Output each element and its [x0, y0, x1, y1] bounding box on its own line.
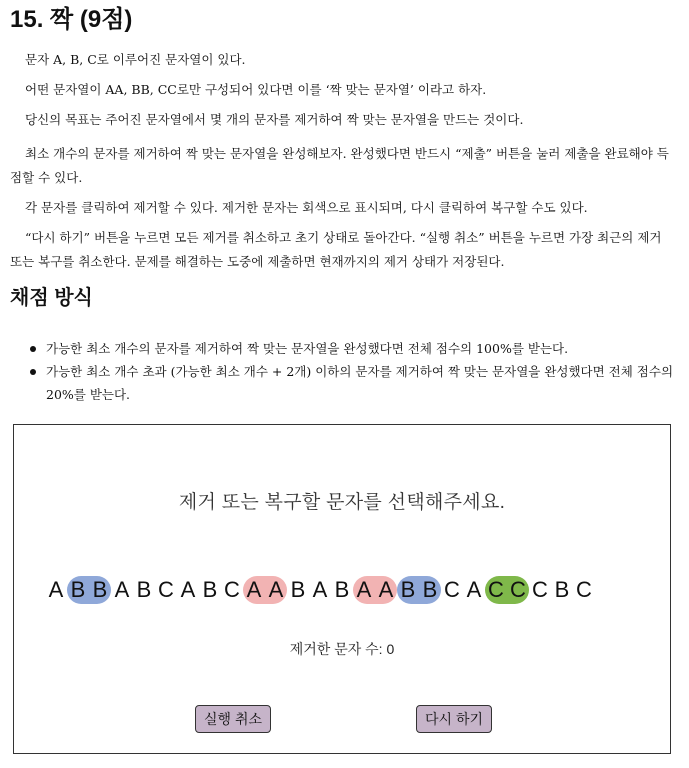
character-22[interactable]: C — [507, 576, 529, 604]
character-10[interactable]: A — [243, 576, 265, 604]
character-11[interactable]: A — [265, 576, 287, 604]
scoring-item-text: 가능한 최소 개수의 문자를 제거하여 짝 맞는 문자열을 완성했다면 전체 점수의 100%를 받는다. — [46, 341, 569, 356]
scoring-criteria-list — [30, 337, 680, 406]
character-2[interactable]: B — [67, 576, 89, 604]
removed-count: 제거한 문자 수: 0 — [289, 641, 395, 657]
problem-paragraph-1: 문자 A, B, C로 이루어진 문자열이 있다. — [25, 52, 246, 67]
scoring-item-text: 가능한 최소 개수 초과 (가능한 최소 개수 + 2개) 이하의 문자를 제거하여 짝 맞는 문자열을 완성했다면 전체 점수의 20%를 받는다. — [46, 364, 674, 402]
problem-paragraph-2: 어떤 문자열이 AA, BB, CC로만 구성되어 있다면 이를 ‘짝 맞는 문자열’ 이라고 하자. — [25, 82, 487, 97]
character-8[interactable]: B — [202, 577, 218, 602]
character-string — [45, 575, 595, 605]
scoring-item-1 — [30, 337, 680, 360]
bullet-icon — [30, 346, 36, 352]
reset-button[interactable]: 다시 하기 — [416, 705, 492, 733]
character-14[interactable]: B — [334, 577, 350, 602]
scoring-item-2 — [30, 360, 680, 406]
character-23[interactable]: C — [532, 577, 548, 602]
problem-paragraph-3: 당신의 목표는 주어진 문자열에서 몇 개의 문자를 제거하여 짝 맞는 문자열을 만드는 것이다. — [25, 112, 524, 127]
character-15[interactable]: A — [353, 576, 375, 604]
character-1[interactable]: A — [48, 577, 64, 602]
problem-paragraph-4: 최소 개수의 문자를 제거하여 짝 맞는 문자열을 완성해보자. 완성했다면 반드시 “제출” 버튼을 눌러 제출을 완료해야 득점할 수 있다. — [10, 146, 669, 185]
character-24[interactable]: B — [554, 577, 570, 602]
problem-title: 15. 짝 (9점) — [10, 6, 133, 33]
character-19[interactable]: C — [444, 577, 460, 602]
character-9[interactable]: C — [224, 577, 240, 602]
character-7[interactable]: A — [180, 577, 196, 602]
problem-paragraph-5: 각 문자를 클릭하여 제거할 수 있다. 제거한 문자는 회색으로 표시되며, 다시 클릭하여 복구할 수도 있다. — [25, 200, 588, 215]
character-5[interactable]: B — [136, 577, 152, 602]
game-instruction: 제거 또는 복구할 문자를 선택해주세요. — [178, 492, 506, 513]
character-21[interactable]: C — [485, 576, 507, 604]
character-17[interactable]: B — [397, 576, 419, 604]
character-6[interactable]: C — [158, 577, 174, 602]
undo-button[interactable]: 실행 취소 — [195, 705, 271, 733]
character-20[interactable]: A — [466, 577, 482, 602]
character-16[interactable]: A — [375, 576, 397, 604]
character-25[interactable]: C — [576, 577, 592, 602]
character-12[interactable]: B — [290, 577, 306, 602]
character-3[interactable]: B — [89, 576, 111, 604]
problem-paragraph-6: “다시 하기” 버튼을 누르면 모든 제거를 취소하고 초기 상태로 돌아간다. “실행 취소” 버튼을 누르면 가장 최근의 제거 또는 복구를 취소한다. 문제를 해결하는 도중에 제출하면 현재까지의 제거 상태가 저장된다. — [10, 230, 662, 269]
character-18[interactable]: B — [419, 576, 441, 604]
bullet-icon — [30, 369, 36, 375]
character-13[interactable]: A — [312, 577, 328, 602]
scoring-title: 채점 방식 — [10, 287, 93, 309]
character-4[interactable]: A — [114, 577, 130, 602]
game-panel — [13, 424, 671, 754]
